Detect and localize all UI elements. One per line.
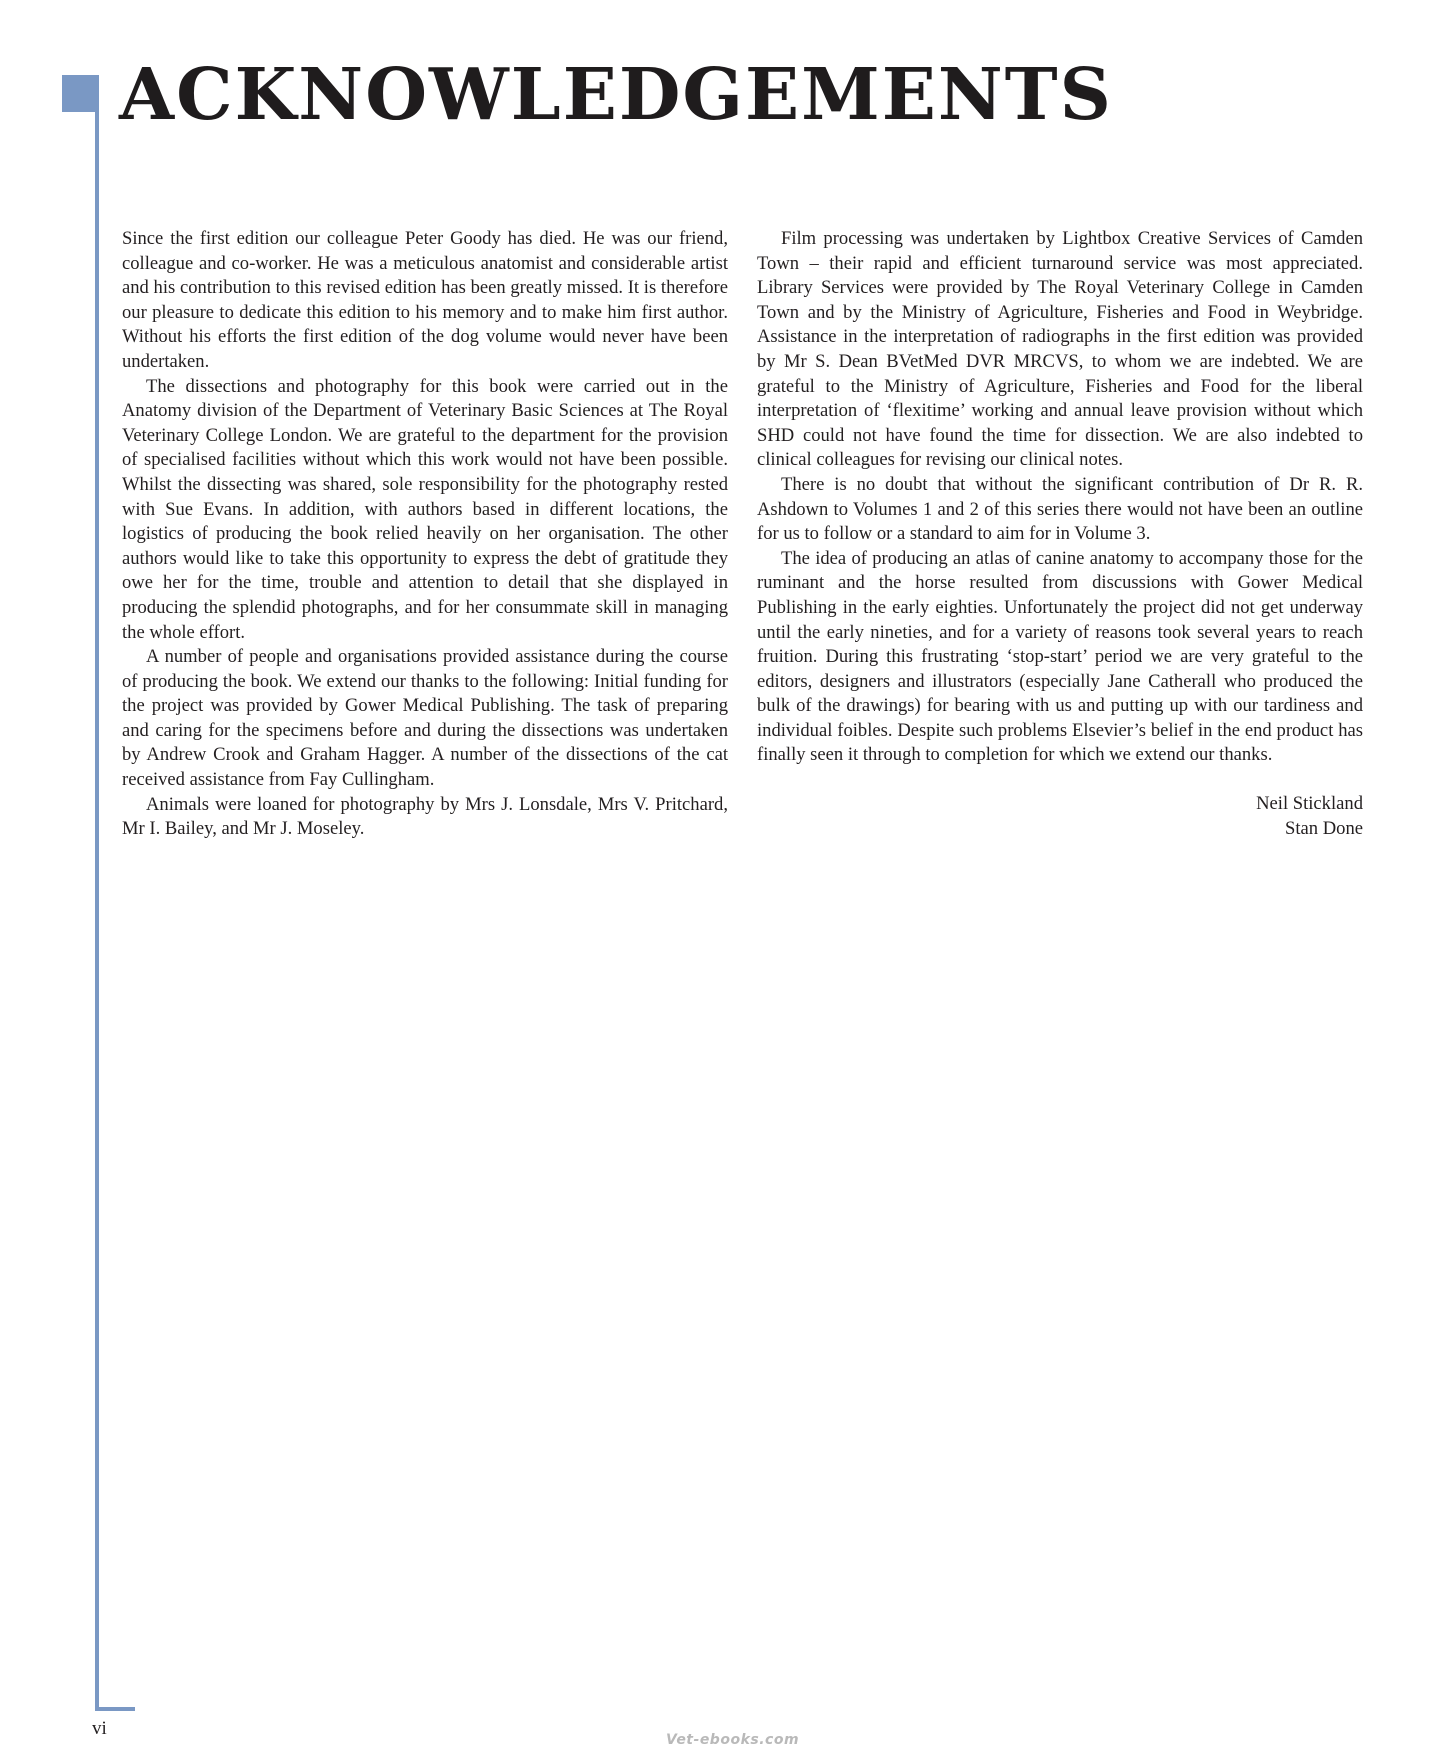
- left-column: [122, 227, 728, 842]
- signature-name: Stan Done: [1285, 817, 1363, 839]
- accent-rule-horizontal: [95, 1707, 135, 1711]
- right-column: [757, 227, 1363, 841]
- page-number: vi: [92, 1718, 107, 1739]
- page-title: ACKNOWLEDGEMENTS: [119, 52, 1113, 136]
- paragraph: A number of people and organisations provided assistance during the course of producing the book. We extend our thanks to the following: Initial funding for the project was provided by Gower Medical Publishing. The task of preparing and caring for the specimens before and during the dissections was undertaken by Andrew Crook and Graham Hagger. A number of the dissections of the cat received assistance from Fay Cullingham.: [122, 646, 728, 791]
- paragraph: The idea of producing an atlas of canine anatomy to accompany those for the ruminant and the horse resulted from discussions with Gower Medical Publishing in the early eighties. Unfortunately the project did not get underway until the early nineties, and for a variety of reasons took several years to reach fruition. During this frustrating ‘stop-start’ period we are very grateful to the editors, designers and illustrators (especially Jane Catherall who produced the bulk of the drawings) for bearing with us and putting up with our tardiness and individual foibles. Despite such problems Elsevier’s belief in the end product has finally seen it through to completion for which we extend our thanks.: [757, 547, 1363, 766]
- signatures: [757, 792, 1363, 841]
- paragraph: Animals were loaned for photography by Mrs J. Lonsdale, Mrs V. Pritchard, Mr I. Bailey, and Mr J. Moseley.: [122, 793, 728, 840]
- paragraph: The dissections and photography for this book were carried out in the Anatomy division of the Department of Veterinary Basic Sciences at The Royal Veterinary College London. We are grateful to the department for the provision of specialised facilities without which this work would not have been possible. Whilst the dissecting was shared, sole responsibility for the photography rested with Sue Evans. In addition, with authors based in different locations, the logistics of producing the book relied heavily on her organisation. The other authors would like to take this opportunity to express the debt of gratitude they owe her for the time, trouble and attention to detail that she displayed in producing the splendid photographs, and for her consummate skill in managing the whole effort.: [122, 375, 728, 643]
- watermark-logo: Vet-ebooks.com: [666, 1732, 800, 1748]
- paragraph: There is no doubt that without the significant contribution of Dr R. R. Ashdown to Volumes 1 and 2 of this series there would not have been an outline for us to follow or a standard to aim for in Volume 3.: [757, 473, 1363, 545]
- accent-rule-vertical: [95, 75, 99, 1711]
- signature-name: Neil Stickland: [1256, 793, 1363, 815]
- paragraph: Since the first edition our colleague Peter Goody has died. He was our friend, colleague and co-worker. He was a meticulous anatomist and considerable artist and his contribution to this revised edition has been greatly missed. It is therefore our pleasure to dedicate this edition to his memory and to make him first author. Without his efforts the first edition of the dog volume would never have been undertaken.: [122, 228, 728, 372]
- paragraph: Film processing was undertaken by Lightbox Creative Services of Camden Town – their rapid and efficient turnaround service was most appreciated. Library Services were provided by The Royal Veterinary College in Camden Town and by the Ministry of Agriculture, Fisheries and Food in Weybridge. Assistance in the interpretation of radiographs in the first edition was provided by Mr S. Dean BVetMed DVR MRCVS, to whom we are indebted. We are grateful to the Ministry of Agriculture, Fisheries and Food for the liberal interpretation of ‘flexitime’ working and annual leave provision without which SHD could not have found the time for dissection. We are also indebted to clinical colleagues for revising our clinical notes.: [757, 228, 1363, 471]
- accent-square: [62, 75, 99, 112]
